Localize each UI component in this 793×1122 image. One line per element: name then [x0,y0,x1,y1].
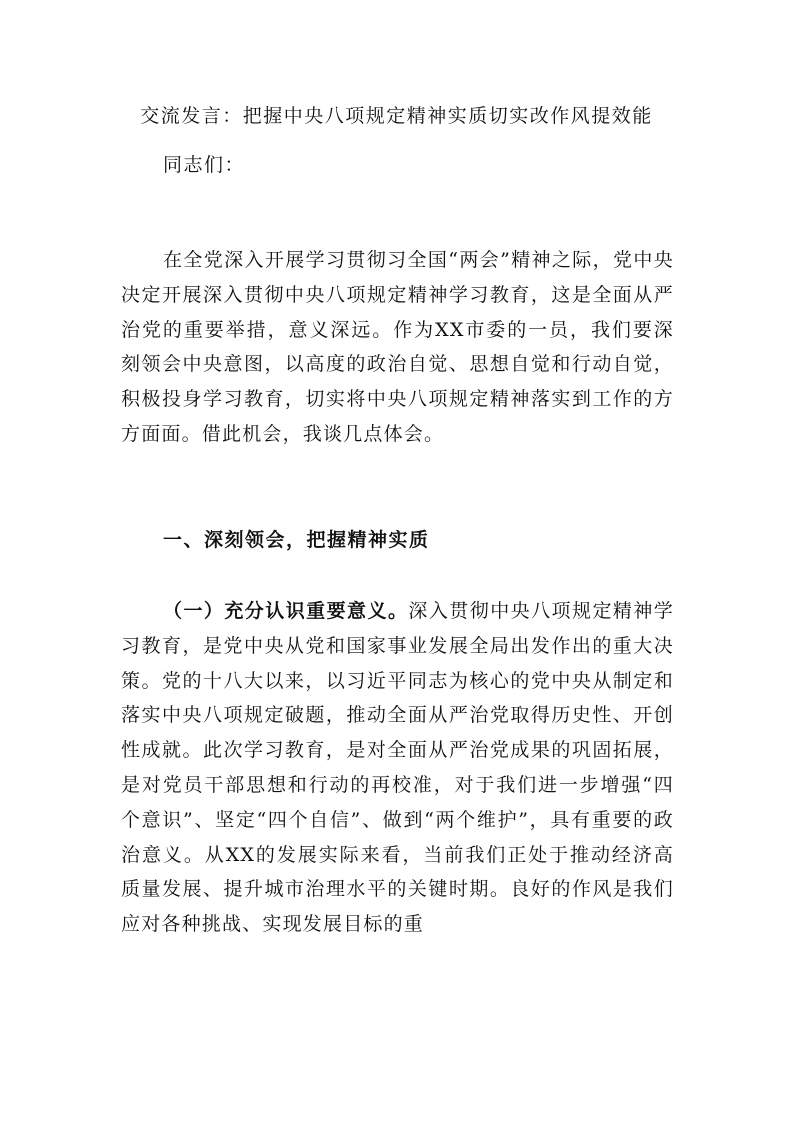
section-heading: 一、深刻领会，把握精神实质 [163,529,430,551]
subsection-paragraph [121,594,674,942]
subsection-body: 深入贯彻中央八项规定精神学习教育，是党中央从党和国家事业发展全局出发作出的重大决策。党的十八大以来，以习近平同志为核心的党中央从制定和落实中央八项规定破题，推动全面从严治党取得历史性、开创性成就。此次学习教育，是对全面从严治党成果的巩固拓展，是对党员干部思想和行动的再校准，对于我们进一步增强“四个意识”、坚定“四个自信”、做到“两个维护”，具有重要的政治意义。从XX的发展实际来看，当前我们正处于推动经济高质量发展、提升城市治理水平的关键时期。良好的作风是我们应对各种挑战、实现发展目标的重 [121,600,674,936]
document-title: 交流发言：把握中央八项规定精神实质切实改作风提效能 [140,105,653,127]
salutation: 同志们： [163,154,246,176]
subsection-lead: （一）充分认识重要意义。 [163,600,409,622]
intro-paragraph: 在全党深入开展学习贯彻习全国“两会”精神之际，党中央决定开展深入贯彻中央八项规定精神学习教育，这是全面从严治党的重要举措，意义深远。作为XX市委的一员，我们要深刻领会中央意图，以高度的政治自觉、思想自觉和行动自觉，积极投身学习教育，切实将中央八项规定精神落实到工作的方方面面。借此机会，我谈几点体会。 [121,249,674,445]
